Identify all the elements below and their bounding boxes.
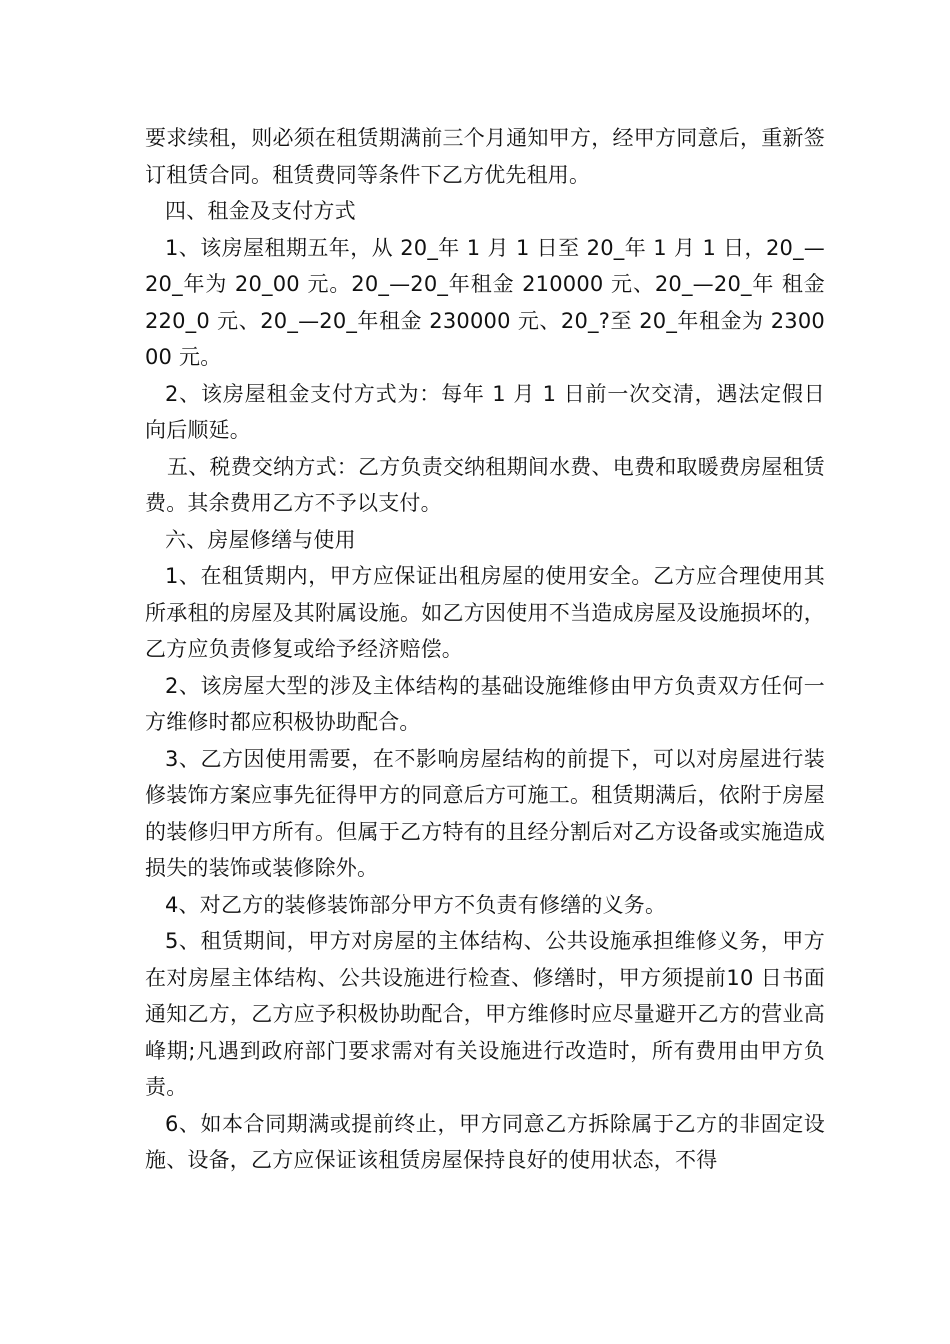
section-heading-rent-payment: 四、租金及支付方式 bbox=[165, 199, 356, 223]
clause-major-repairs: 2、该房屋大型的涉及主体结构的基础设施维修由甲方负责双方任何一方维修时都应积极协助配合。 bbox=[145, 673, 825, 734]
document-body bbox=[145, 120, 825, 1179]
clause-rent-term: 1、该房屋租期五年，从 20_年 1 月 1 日至 20_年 1 月 1 日，20_—20_年为 20_00 元。20_—20_年租金 210000 元、20_—20_年 租金 220_0 元、20_—20_年租金 230000 元、20_?至 20_年租金为 230000 元。 bbox=[145, 235, 825, 369]
clause-contract-termination: 6、如本合同期满或提前终止，甲方同意乙方拆除属于乙方的非固定设施、设备，乙方应保证该租赁房屋保持良好的使用状态，不得 bbox=[145, 1111, 825, 1172]
clause-landlord-maintenance: 5、租赁期间，甲方对房屋的主体结构、公共设施承担维修义务，甲方在对房屋主体结构、公共设施进行检查、修缮时，甲方须提前10 日书面通知乙方，乙方应予积极协助配合，甲方维修时应尽量避开乙方的营业高峰期;凡遇到政府部门要求需对有关设施进行改造时，所有费用由甲方负责。 bbox=[145, 929, 825, 1099]
clause-rent-payment-method: 2、该房屋租金支付方式为：每年 1 月 1 日前一次交清，遇法定假日向后顺延。 bbox=[145, 381, 825, 442]
clause-safety-use: 1、在租赁期内，甲方应保证出租房屋的使用安全。乙方应合理使用其所承租的房屋及其附属设施。如乙方因使用不当造成房屋及设施损坏的，乙方应负责修复或给予经济赔偿。 bbox=[145, 564, 825, 661]
section-heading-taxes: 五、税费交纳方式：乙方负责交纳租期间水费、电费和取暖费房屋租赁费。其余费用乙方不予以支付。 bbox=[145, 454, 825, 515]
clause-decoration-maintenance: 4、对乙方的装修装饰部分甲方不负责有修缮的义务。 bbox=[165, 892, 667, 917]
section-heading-repair-use: 六、房屋修缮与使用 bbox=[165, 527, 356, 552]
clause-decoration: 3、乙方因使用需要，在不影响房屋结构的前提下，可以对房屋进行装修装饰方案应事先征得甲方的同意后方可施工。租赁期满后，依附于房屋的装修归甲方所有。但属于乙方特有的且经分割后对乙方设备或实施造成损失的装饰或装修除外。 bbox=[145, 746, 825, 880]
paragraph-continuation: 要求续租，则必须在租赁期满前三个月通知甲方，经甲方同意后，重新签订租赁合同。租赁费同等条件下乙方优先租用。 bbox=[145, 126, 825, 187]
